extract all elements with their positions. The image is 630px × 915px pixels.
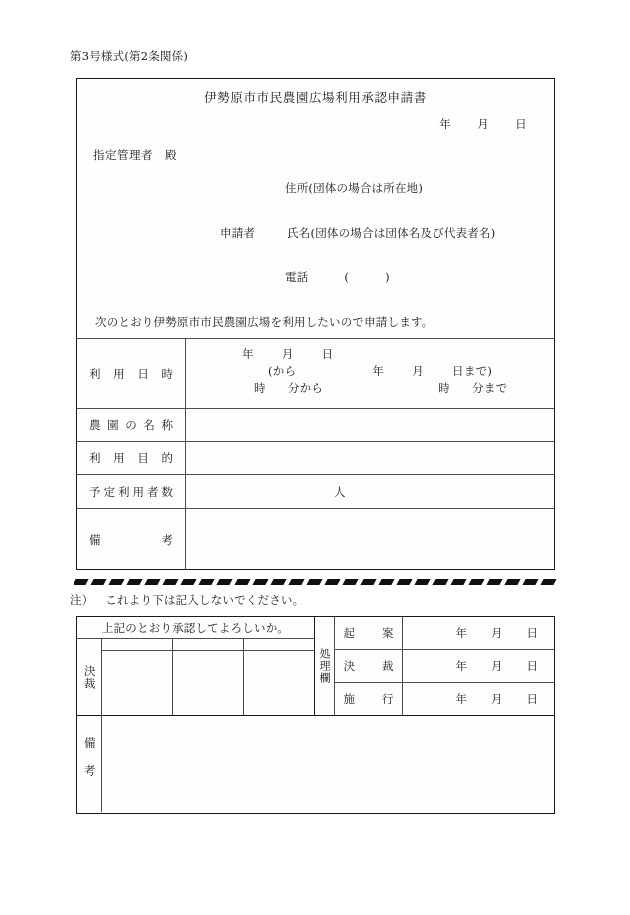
signature-column-header xyxy=(102,639,172,651)
proc-day: 日 xyxy=(526,692,538,706)
cut-line-dash xyxy=(288,579,304,585)
lead-statement: 次のとおり伊勢原市市民農園広場を利用したいので申請します。 xyxy=(95,315,434,329)
cut-line-dash xyxy=(504,579,520,585)
signature-column-body[interactable] xyxy=(173,651,243,715)
kessai-area xyxy=(77,639,314,715)
dt-hour: 時 xyxy=(254,381,266,395)
cut-line-dash xyxy=(74,579,89,585)
note-text: これより下は記入しないでください。 xyxy=(105,593,305,607)
date-year-label: 年 xyxy=(439,117,452,131)
table-row xyxy=(77,474,554,508)
office-remarks-body[interactable] xyxy=(102,716,554,812)
approval-question: 上記のとおり承認してよろしいか。 xyxy=(77,617,314,639)
processing-row-label-text: 決裁 xyxy=(343,659,394,673)
shori-label xyxy=(315,617,335,715)
cut-line-dash xyxy=(396,579,412,585)
cut-line-dash xyxy=(414,579,430,585)
signature-column[interactable] xyxy=(244,639,314,715)
applicant-tel-line xyxy=(285,269,390,285)
addressee-honorific: 殿 xyxy=(165,148,177,162)
processing-row-label-text: 起案 xyxy=(343,626,394,640)
row-label-text: 備考 xyxy=(89,532,173,547)
cut-line-dash xyxy=(108,579,124,585)
office-remarks-section xyxy=(77,715,554,812)
signature-column[interactable] xyxy=(173,639,244,715)
processing-row-date-execution[interactable] xyxy=(403,683,554,715)
dt-month-2: 月 xyxy=(412,364,425,378)
cut-line-dash xyxy=(252,579,268,585)
dt-from: (から xyxy=(268,364,297,378)
cut-line-dash xyxy=(198,579,214,585)
office-use-box xyxy=(76,616,555,814)
row-value-usage-datetime[interactable] xyxy=(186,339,554,408)
table-row xyxy=(335,683,554,715)
proc-day: 日 xyxy=(526,659,538,673)
proc-month: 月 xyxy=(491,659,503,673)
row-label-usage-purpose xyxy=(77,442,186,474)
addressee-line xyxy=(93,147,177,163)
office-remarks-label xyxy=(77,716,102,812)
cut-line-dash xyxy=(450,579,466,585)
row-value-remarks[interactable] xyxy=(186,509,554,570)
signature-columns xyxy=(102,639,314,715)
date-month-label: 月 xyxy=(477,117,490,131)
tel-paren-open: ( xyxy=(344,270,350,284)
row-label-text: 利用目的 xyxy=(89,451,173,465)
table-row xyxy=(77,508,554,570)
proc-year: 年 xyxy=(455,692,467,706)
cut-line-dash xyxy=(342,579,358,585)
dt-day: 日 xyxy=(321,347,334,361)
cut-line-dash xyxy=(126,579,142,585)
dt-month: 月 xyxy=(281,347,294,361)
application-box xyxy=(76,78,555,570)
addressee-label: 指定管理者 xyxy=(93,148,153,162)
dt-hour-2: 時 xyxy=(438,381,451,395)
kessai-label xyxy=(77,639,102,715)
unit-people: 人 xyxy=(334,485,346,499)
approval-section xyxy=(77,617,315,715)
processing-row-date-drafting[interactable] xyxy=(403,617,554,649)
signature-column-body[interactable] xyxy=(102,651,172,715)
row-label-text: 利用日時 xyxy=(89,366,173,381)
cut-line-dash xyxy=(468,579,484,585)
signature-column-body[interactable] xyxy=(244,651,314,715)
cut-line-dash xyxy=(324,579,340,585)
application-detail-table xyxy=(77,338,554,570)
cut-line-divider xyxy=(74,578,557,587)
cut-line-dash xyxy=(180,579,196,585)
processing-row-label-approval xyxy=(335,650,403,682)
processing-row-label-text: 施行 xyxy=(343,692,394,706)
cut-line-dash xyxy=(360,579,376,585)
signature-column-header xyxy=(244,639,314,651)
dt-minute-from: 分から xyxy=(287,381,324,395)
proc-year: 年 xyxy=(455,626,467,640)
cut-line-dash xyxy=(432,579,448,585)
row-label-garden-name xyxy=(77,409,186,441)
applicant-name-label: 氏名(団体の場合は団体名及び代表者名) xyxy=(287,226,496,240)
tel-label: 電話 xyxy=(285,270,309,284)
cut-line-dash xyxy=(90,579,106,585)
row-label-remarks xyxy=(77,509,186,570)
applicant-label: 申請者 xyxy=(220,226,256,240)
cut-line-dash xyxy=(486,579,502,585)
processing-row-date-approval[interactable] xyxy=(403,650,554,682)
dt-day-until: 日まで) xyxy=(452,364,493,378)
cut-line-dash xyxy=(162,579,178,585)
table-row xyxy=(335,650,554,683)
signature-column[interactable] xyxy=(102,639,173,715)
proc-month: 月 xyxy=(491,692,503,706)
dt-year: 年 xyxy=(242,347,254,361)
applicant-name-line xyxy=(220,225,495,241)
cut-line-dash xyxy=(306,579,322,585)
dt-year-2: 年 xyxy=(372,364,385,378)
cut-line-dash xyxy=(216,579,232,585)
do-not-write-below-notice xyxy=(70,592,304,608)
signature-column-header xyxy=(173,639,243,651)
table-row xyxy=(77,338,554,408)
note-prefix: 注） xyxy=(70,593,94,607)
cut-line-dash xyxy=(378,579,394,585)
kessai-label-text: 決裁 xyxy=(82,664,97,690)
cut-line-dash xyxy=(234,579,250,585)
table-row xyxy=(335,617,554,650)
office-remarks-label-text: 備考 xyxy=(82,736,97,792)
tel-paren-close: ) xyxy=(385,270,390,284)
row-label-usage-datetime xyxy=(77,339,186,408)
row-value-garden-name[interactable] xyxy=(186,409,554,441)
form-code: 第3号様式(第2条関係) xyxy=(70,49,189,63)
row-value-expected-users[interactable] xyxy=(186,475,554,508)
cut-line-dash xyxy=(270,579,286,585)
table-row xyxy=(77,441,554,474)
row-value-usage-purpose[interactable] xyxy=(186,442,554,474)
date-day-label: 日 xyxy=(515,117,527,131)
proc-day: 日 xyxy=(526,626,538,640)
page-title: 伊勢原市市民農園広場利用承認申請書 xyxy=(204,90,427,105)
shori-label-text: 処理欄 xyxy=(318,648,331,684)
row-label-text: 農園の名称 xyxy=(89,418,173,432)
datetime-line-2 xyxy=(186,363,554,380)
cut-line-dash xyxy=(144,579,160,585)
row-label-text: 予定利用者数 xyxy=(89,484,173,499)
processing-rows xyxy=(335,617,554,715)
processing-section xyxy=(315,617,554,715)
row-label-expected-users xyxy=(77,475,186,508)
dt-minute-until: 分まで xyxy=(472,381,508,395)
office-use-top xyxy=(77,617,554,715)
cut-line-dash xyxy=(522,579,538,585)
datetime-line-1 xyxy=(186,346,554,363)
submission-date-line xyxy=(439,116,527,132)
processing-row-label-drafting xyxy=(335,617,403,649)
proc-year: 年 xyxy=(455,659,467,673)
table-row xyxy=(77,408,554,441)
applicant-address-label: 住所(団体の場合は所在地) xyxy=(285,181,424,195)
proc-month: 月 xyxy=(491,626,503,640)
cut-line-dash xyxy=(540,579,556,585)
datetime-line-3 xyxy=(186,380,554,397)
processing-row-label-execution xyxy=(335,683,403,715)
